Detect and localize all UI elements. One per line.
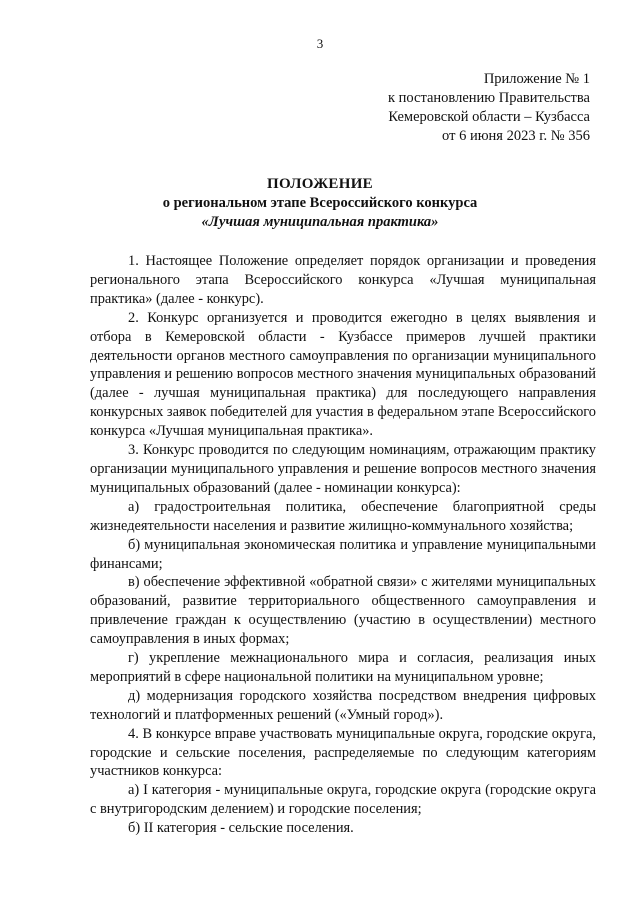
document-body xyxy=(90,252,596,838)
list-item: б) муниципальная экономическая политика и управление муниципальными финансами; xyxy=(90,536,596,572)
list-item: а) I категория - муниципальные округа, городские округа (городские округа с внутригородским делением) и городские поселения; xyxy=(90,782,596,818)
list-item: д) модернизация городского хозяйства посредством внедрения цифровых технологий и платформенных решений («Умный город»). xyxy=(90,687,596,723)
paragraph: 1. Настоящее Положение определяет порядок организации и проведения регионального этапа Всероссийского конкурса «Лучшая муниципальная практика» (далее - конкурс). xyxy=(90,253,596,307)
list-item: а) градостроительная политика, обеспечение благоприятной среды жизнедеятельности населения и развитие жилищно-коммунального хозяйства; xyxy=(90,498,596,534)
list-item: в) обеспечение эффективной «обратной связи» с жителями муниципальных образований, развитие территориального общественного самоуправления и привлечение граждан к осуществлению (участию в осуществлении) местного самоуправления в иных формах; xyxy=(90,574,596,648)
list-item: г) укрепление межнационального мира и согласия, реализация иных мероприятий в сфере национальной политики на муниципальном уровне; xyxy=(90,650,596,685)
page-number: 3 xyxy=(316,36,324,51)
paragraph: 3. Конкурс проводится по следующим номинациям, отражающим практику организации муниципального управления и решение вопросов местного значения муниципальных образований (далее - номинации конкурса): xyxy=(90,442,596,496)
appendix-line: от 6 июня 2023 г. № 356 xyxy=(442,128,590,144)
paragraph: 4. В конкурсе вправе участвовать муниципальные округа, городские округа, городские и сельские поселения, распределяемые по следующим категориям участников конкурса: xyxy=(90,725,596,780)
appendix-line: к постановлению Правительства xyxy=(388,90,590,106)
appendix-line: Приложение № 1 xyxy=(483,71,590,87)
document-subtitle: «Лучшая муниципальная практика» xyxy=(201,214,439,230)
paragraph: 2. Конкурс организуется и проводится ежегодно в целях выявления и отбора в Кемеровской области - Кузбассе примеров лучшей практики деятельности органов местного самоуправления по организации муниципального управления и решению вопросов местного значения муниципальных образований (далее - лучшая муниципальная практика) для последующего направления конкурсных заявок победителей для участия в федеральном этапе Всероссийского конкурса «Лучшая муниципальная практика». xyxy=(90,309,596,440)
list-item: б) II категория - сельские поселения. xyxy=(128,820,354,837)
appendix-line: Кемеровской области – Кузбасса xyxy=(388,109,590,125)
document-heading xyxy=(0,175,640,232)
document-title: ПОЛОЖЕНИЕ xyxy=(267,176,373,192)
appendix-block xyxy=(330,70,590,146)
document-subtitle: о региональном этапе Всероссийского конкурса xyxy=(162,195,478,211)
